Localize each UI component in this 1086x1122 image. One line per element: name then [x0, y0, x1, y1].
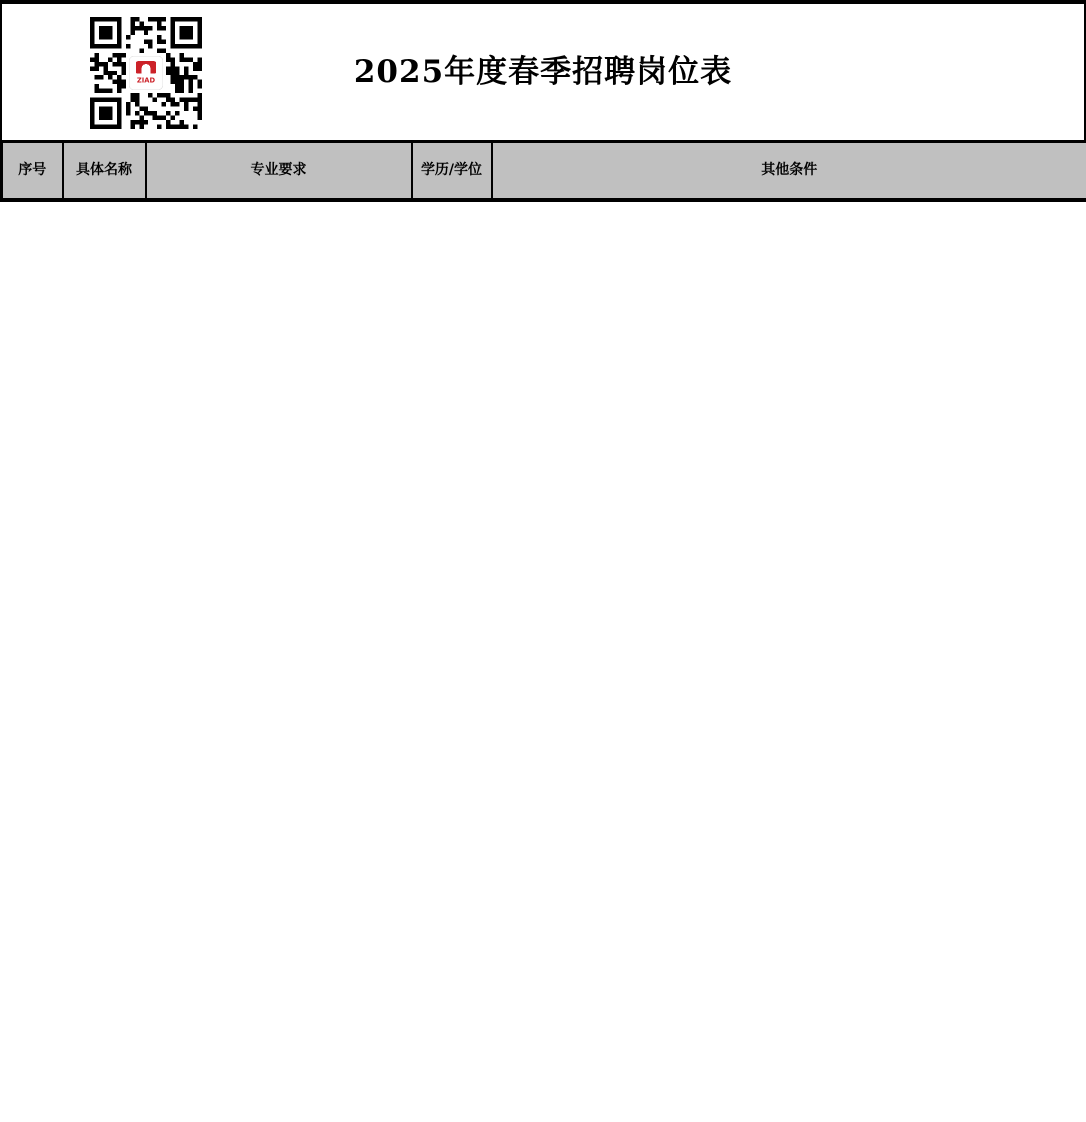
- recruitment-table-page: [0, 0, 1086, 202]
- col-header-major: 专业要求: [146, 142, 412, 200]
- positions-table: [0, 140, 1086, 202]
- table-header-row: [2, 142, 1086, 200]
- col-header-other: 其他条件: [492, 142, 1086, 200]
- col-header-degree: 学历/学位: [412, 142, 492, 200]
- col-header-no: 序号: [2, 142, 63, 200]
- qr-logo-label: ZIAD: [136, 76, 156, 85]
- page-title: 2025年度春季招聘岗位表: [353, 54, 733, 90]
- col-header-name: 具体名称: [63, 142, 146, 200]
- page-header: [0, 0, 1086, 140]
